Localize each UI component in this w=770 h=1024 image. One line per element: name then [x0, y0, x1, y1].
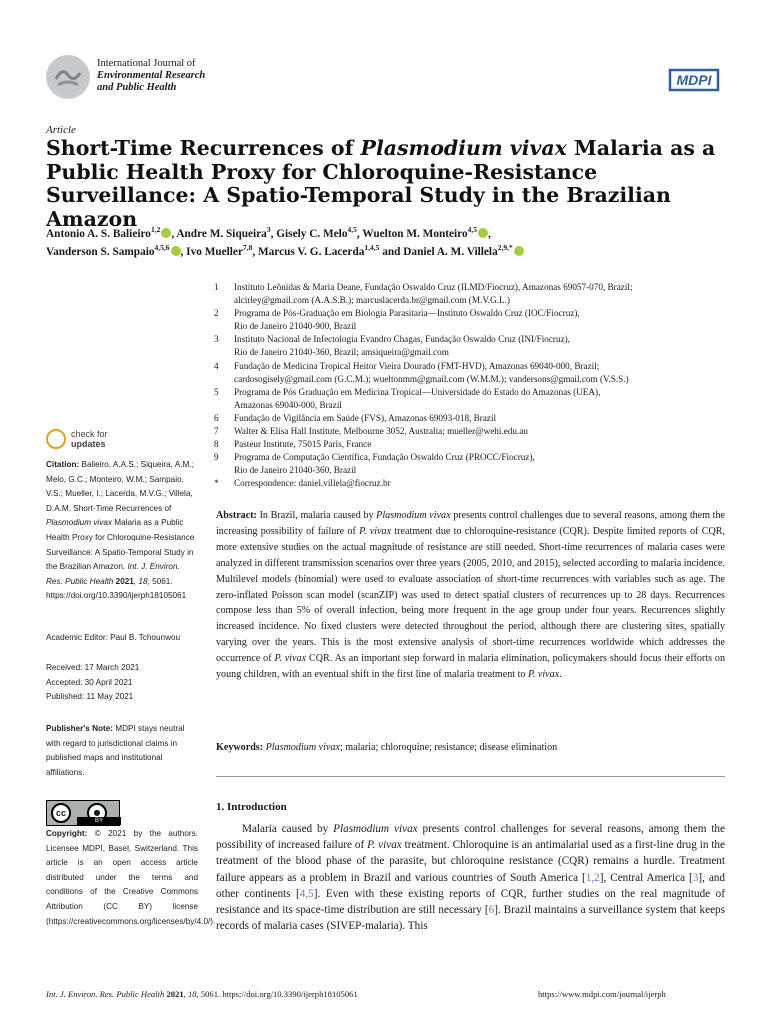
footer-journal-url[interactable]: https://www.mdpi.com/journal/ijerph [538, 989, 666, 999]
divider [216, 776, 725, 777]
author-name[interactable]: Daniel A. M. Villela [403, 246, 498, 258]
affiliation-number: 5 [214, 386, 219, 397]
affiliation-line: Rio de Janeiro 21040-360, Brazil [234, 465, 357, 476]
affiliation-line: Programa de Pós-Graduação em Biologia Parasitaria—Instituto Oswaldo Cruz (IOC/Fiocruz), [234, 308, 580, 319]
abstract [216, 508, 725, 683]
affiliation-text [234, 360, 734, 386]
journal-name-line3: and Public Health [97, 82, 177, 93]
citation-species: Plasmodium vivax [46, 518, 112, 528]
affiliation-text [234, 477, 734, 490]
affiliation-text [234, 451, 734, 477]
affiliation-number: 1 [214, 282, 219, 292]
citation-text-2: Malaria as a Public Health Proxy for Chloroquine-Resistance Surveillance: A Spatio-Temporal Study in the Brazilian Amazon. [46, 518, 195, 572]
species-name: P. vivax [527, 669, 560, 681]
abstract-text: treatment due to chloroquine-resistance (CQR). Despite limited reports of CQR, more extensive studies on the actual magnitude of resistance are still needed. Short-time recurrences of malaria cases were analyzed in different transmission scenarios over three years (2005, 2010, and 2015), selected according to malaria incidence. Multilevel models (binomial) were used to evaluate association of short-time recurrences with variables such as age. The zero-inflated Poisson scan model (scanZIP) was used to detect spatial clusters of recurrences up to 28 days. Recurrences compose less than 5% of overall infection, being more frequent in the age group under four years. Recurrences slightly increased incidence. No fixed clusters were detected throughout the period, although there are clustering sites, spatially varying over the years. This is the most extensive analysis of short-time recurrences worldwide which addresses the occurrence of [216, 525, 725, 665]
affiliation-item [214, 425, 734, 438]
affiliation-line: Correspondence: daniel.villela@fiocruz.br [234, 478, 391, 489]
affiliation-line: Rio de Janeiro 21040-900, Brazil [234, 321, 357, 332]
introduction-paragraph [216, 821, 725, 934]
reference-link[interactable]: 4 [299, 887, 306, 900]
keyword-species: Plasmodium vivax [265, 742, 340, 753]
citation-year: 2021 [113, 576, 134, 586]
check-updates-line2: updates [71, 439, 106, 449]
keywords [216, 740, 725, 755]
article-type: Article [46, 124, 76, 136]
citation-volume: , 18 [133, 576, 148, 586]
author-separator: , [356, 228, 363, 240]
check-updates-line1: check for [71, 429, 108, 439]
species-name: P. vivax [367, 839, 402, 852]
affiliation-item [214, 412, 734, 425]
species-name: Plasmodium vivax [376, 510, 451, 521]
citation-journal: Int. J. Environ. Res. Public Health [46, 562, 180, 586]
intro-text: ], Central America [ [599, 871, 693, 884]
by-label: BY [77, 817, 121, 825]
intro-text: ]. Even with these existing reports of CQR, further studies on the real magnitude of resistance and its space-time distribution are still necessary [ [216, 887, 725, 917]
author-name[interactable]: Vanderson S. Sampaio [46, 246, 155, 258]
citation [46, 458, 198, 604]
author-affiliation-marker: 4,5 [467, 225, 477, 235]
cc-icon: cc [51, 803, 71, 823]
reference-link[interactable]: 2 [594, 871, 600, 884]
affiliation-number: 8 [214, 439, 219, 450]
affiliation-item [214, 281, 734, 307]
author-separator: , [252, 246, 258, 258]
affiliation-item [214, 307, 734, 333]
date-published: Published: 11 May 2021 [46, 692, 134, 702]
intro-text: ], and other continents [ [216, 871, 725, 900]
reference-link[interactable]: 3 [692, 871, 699, 884]
copyright-label: Copyright: [46, 829, 88, 838]
publisher-name: MDPI [676, 72, 712, 88]
journal-name-line2: Environmental Research [97, 70, 206, 81]
affiliation-number: * [214, 478, 219, 489]
author-name[interactable]: Marcus V. G. Lacerda [258, 246, 365, 258]
academic-editor: Academic Editor: Paul B. Tchounwou [46, 633, 181, 642]
affiliation-line: Rio de Janeiro 21040-360, Brazil; amsiqueira@gmail.com [234, 347, 449, 358]
check-updates-icon [46, 429, 66, 449]
mdpi-logo [666, 67, 722, 93]
author-name[interactable]: Wuelton M. Monteiro [362, 228, 468, 240]
reference-link[interactable]: 5 [308, 887, 314, 900]
author-separator: , [171, 228, 177, 240]
citation-label: Citation: [46, 460, 80, 469]
dates [46, 661, 198, 705]
intro-text: ]. Brazil maintains a surveillance system that keeps records of malaria cases (SIVEP-malaria). This [216, 904, 725, 933]
affiliation-line: cardosogisely@gmail.com (G.C.M.); wueltonmm@gmail.com (W.M.M.); vandersons@gmail.com (V.S.S.) [234, 373, 629, 384]
affiliation-number: 2 [214, 308, 219, 319]
author-separator: , [488, 228, 491, 240]
affiliation-line: Instituto Nacional de Infectologia Evandro Chagas, Fundação Oswaldo Cruz (INI/Fiocruz), [234, 334, 571, 345]
person-icon: ● [87, 803, 107, 823]
affiliation-text [234, 307, 734, 333]
affiliation-line: Fundação de Medicina Tropical Heitor Vieira Dourado (FMT-HVD), Amazonas 69040-000, Brazil; [234, 360, 600, 371]
author-separator: , [270, 228, 277, 240]
species-name: Plasmodium vivax [333, 823, 418, 835]
affiliation-line: Programa de Pós Graduação em Medicina Tropical—Universidade do Estado do Amazonas (UEA), [234, 386, 601, 397]
citation-doi[interactable]: , 5061. https://doi.org/10.3390/ijerph18105061 [46, 576, 187, 601]
author-name[interactable]: Gisely C. Melo [276, 228, 348, 240]
abstract-text: In Brazil, malaria caused by [256, 510, 377, 521]
date-accepted: Accepted: 30 April 2021 [46, 677, 133, 687]
abstract-text: . [559, 669, 562, 681]
author-affiliation-marker: 4,5,6 [154, 243, 170, 253]
affiliation-line: Pasteur Institute, 75015 Paris, France [234, 439, 372, 450]
affiliation-line: alcirley@gmail.com (A.A.S.B.); marcuslacerda.br@gmail.com (M.V.G.L.) [234, 295, 510, 306]
author-and: and [379, 246, 404, 258]
affiliation-text [234, 281, 734, 307]
author-name[interactable]: Antonio A. S. Balieiro [46, 228, 151, 240]
keywords-label: Keywords: [216, 742, 264, 753]
orcid-icon[interactable] [514, 246, 524, 256]
orcid-icon[interactable] [478, 228, 488, 238]
affiliations [214, 281, 734, 491]
publisher-note [46, 722, 198, 780]
publisher-note-label: Publisher's Note: [46, 724, 114, 733]
intro-text: Malaria caused by [242, 823, 334, 835]
journal-name [97, 58, 205, 94]
affiliation-number: 3 [214, 334, 219, 345]
title-part2: Malaria as a Public Health Proxy for Chloroquine-Resistance Surveillance: A Spatio-Temporal Study in the Brazilian Amazon [46, 136, 716, 231]
orcid-icon[interactable] [171, 246, 181, 256]
affiliation-number: 9 [214, 452, 219, 463]
affiliation-item [214, 451, 734, 477]
footer-journal: Int. J. Environ. Res. Public Health [46, 989, 165, 999]
affiliation-item [214, 386, 734, 412]
reference-separator: , [591, 871, 595, 884]
author-name[interactable]: Andre M. Siqueira [176, 228, 267, 240]
footer-volume: , 18 [183, 989, 197, 999]
affiliation-number: 7 [214, 426, 219, 437]
author-affiliation-marker: 3 [266, 225, 271, 235]
abstract-text: CQR. As an important step forward in malaria elimination, policymakers should focus their efforts on young children, with an eventual shift in the first line of malaria treatment to [216, 653, 726, 681]
affiliation-number: 6 [214, 412, 219, 423]
reference-link[interactable]: 1 [585, 871, 592, 884]
date-received: Received: 17 March 2021 [46, 663, 140, 672]
footer-year: 2021 [164, 989, 184, 999]
reference-separator: , [305, 887, 309, 900]
affiliation-item [214, 477, 734, 490]
affiliation-line: Amazonas 69040-000, Brazil [234, 399, 342, 410]
author-affiliation-marker: 1,2 [150, 225, 161, 235]
abstract-text: presents control challenges due to several reasons, among them the increasing possibility of failure of [216, 510, 725, 537]
title-part1: Short-Time Recurrences of [46, 136, 361, 160]
journal-name-line1: International Journal of [97, 58, 196, 69]
affiliation-text [234, 438, 734, 451]
orcid-icon[interactable] [161, 228, 171, 238]
cc-by-license-badge[interactable] [46, 800, 120, 826]
species-name: P. vivax [274, 653, 307, 665]
footer-doi[interactable]: , 5061. https://doi.org/10.3390/ijerph18105061 [196, 989, 358, 999]
publisher-note-text: MDPI stays neutral with regard to jurisdictional claims in published maps and institutional affiliations. [46, 724, 185, 777]
affiliation-text [234, 386, 734, 412]
article-title [46, 137, 736, 231]
author-affiliation-marker: 1,4,5 [364, 243, 380, 253]
affiliation-line: Instituto Leônidas & Maria Deane, Fundação Oswaldo Cruz (ILMD/Fiocruz), Amazonas 69057-070, Brazil; [234, 282, 633, 292]
author-affiliation-marker: 4,5 [347, 225, 357, 235]
affiliation-item [214, 438, 734, 451]
author-separator: , [180, 246, 187, 258]
citation-text: Balieiro, A.A.S.; Siqueira, A.M.; Melo, G.C.; Monteiro, W.M.; Sampaio, V.S.; Mueller, I.; Lacerda, M.V.G.; Villela, D.A.M. Short-Time Recurrences of [46, 460, 194, 513]
copyright-text: © 2021 by the authors. Licensee MDPI, Basel, Switzerland. This article is an open access article distributed under the terms and conditions of the Creative Commons Attribution (CC BY) license (https://creativecommons.org/licenses/by/4.0/). [46, 829, 216, 926]
intro-text: presents control challenges for several reasons, among them the possibility of increased failure of [216, 823, 725, 852]
author-affiliation-marker: 7,8 [242, 243, 253, 253]
keywords-text: ; malaria; chloroquine; resistance; disease elimination [339, 742, 558, 753]
footer-citation [46, 989, 358, 999]
abstract-label: Abstract: [216, 510, 257, 521]
affiliation-line: Walter & Elisa Hall Institute, Melbourne 3052, Australia; mueller@wehi.edu.au [234, 426, 528, 437]
section-heading: 1. Introduction [216, 801, 287, 813]
affiliation-text [234, 412, 734, 425]
affiliation-line: Fundação de Vigilância em Saúde (FVS), Amazonas 69093-018, Brazil [234, 412, 497, 423]
journal-logo [46, 55, 90, 99]
affiliation-line: Programa de Computação Científica, Fundação Oswaldo Cruz (PROCC/Fiocruz), [234, 452, 535, 463]
affiliation-text [234, 333, 734, 359]
affiliation-text [234, 425, 734, 438]
species-name: P. vivax [359, 525, 392, 537]
copyright [46, 827, 216, 929]
affiliation-number: 4 [214, 360, 219, 371]
affiliation-item [214, 333, 734, 359]
author-list [46, 225, 736, 261]
title-species: Plasmodium vivax [360, 136, 567, 160]
author-name[interactable]: Ivo Mueller [186, 246, 243, 258]
affiliation-item [214, 360, 734, 386]
intro-text: treatment. Chloroquine is an antimalarial used as a first-line drug in the treatment of the blood phase of the parasite, but chloroquine resistance (CQR) remains a hurdle. Treatment failure appears as a problem in Brazil and various countries of South America [ [216, 839, 725, 884]
reference-link[interactable]: 6 [488, 904, 495, 917]
author-affiliation-marker: 2,9,* [497, 243, 513, 253]
